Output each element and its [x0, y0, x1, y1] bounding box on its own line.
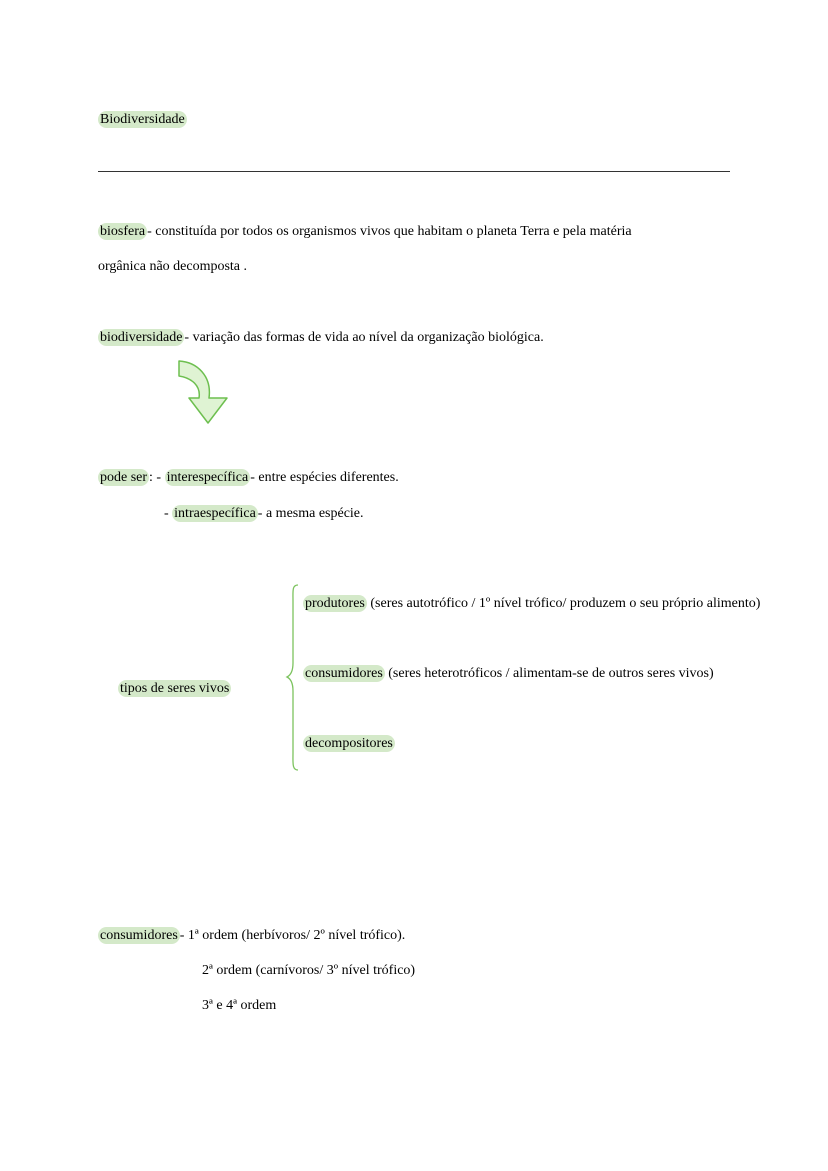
intraespecifica-text: - a mesma espécie. — [257, 506, 364, 521]
consumidores-ordem-2: 2ª ordem (carnívoros/ 3º nível trófico) — [202, 963, 416, 978]
intraespecifica-prefix: - — [164, 506, 173, 521]
left-curly-brace — [284, 583, 304, 773]
pode-ser-colon: : - — [149, 470, 162, 485]
biodiversidade-definition — [98, 328, 544, 348]
term-intraespecifica: intraespecífica — [174, 506, 256, 521]
biosfera-text-2: orgânica não decomposta . — [98, 259, 248, 274]
term-interespecifica: interespecífica — [166, 470, 249, 485]
biosfera-text-1: - constituída por todos os organismos vivos que habitam o planeta Terra e pela matéria — [147, 224, 632, 239]
term-consumidores-ordem: consumidores — [100, 928, 178, 943]
biodiversidade-text: - variação das formas de vida ao nível da organização biológica. — [184, 330, 544, 345]
label-tipos-de-seres-vivos: tipos de seres vivos — [120, 681, 230, 696]
curved-down-arrow-icon — [172, 356, 236, 428]
horizontal-rule — [98, 171, 730, 172]
biosfera-definition-line1 — [98, 222, 632, 242]
consumidores-line3 — [202, 996, 276, 1016]
label-pode-ser: pode ser — [100, 470, 148, 485]
term-biosfera: biosfera — [100, 224, 146, 239]
title-highlight: Biodiversidade — [100, 112, 185, 127]
term-consumidores: consumidores — [305, 666, 383, 681]
consumidores-ordem-1: - 1ª ordem (herbívoros/ 2º nível trófico). — [179, 928, 406, 943]
consumidores-text: (seres heterotróficos / alimentam-se de outros seres vivos) — [384, 666, 714, 681]
term-decompositores: decompositores — [305, 736, 393, 751]
term-biodiversidade: biodiversidade — [100, 330, 183, 345]
tipo-item-decompositores — [303, 734, 395, 754]
term-produtores: produtores — [305, 596, 365, 611]
interespecifica-text: - entre espécies diferentes. — [250, 470, 399, 485]
consumidores-line2 — [202, 961, 415, 981]
document-title — [98, 110, 187, 130]
pode-ser-line1 — [98, 468, 399, 488]
tipo-item-consumidores — [303, 664, 714, 684]
consumidores-ordem-3: 3ª e 4ª ordem — [202, 998, 277, 1013]
tipo-item-produtores — [303, 594, 760, 614]
consumidores-line1 — [98, 926, 405, 946]
produtores-text: (seres autotrófico / 1º nível trófico/ produzem o seu próprio alimento) — [366, 596, 761, 611]
biosfera-definition-line2 — [98, 257, 247, 277]
pode-ser-line2 — [164, 504, 364, 524]
tipos-label-line — [118, 679, 231, 699]
